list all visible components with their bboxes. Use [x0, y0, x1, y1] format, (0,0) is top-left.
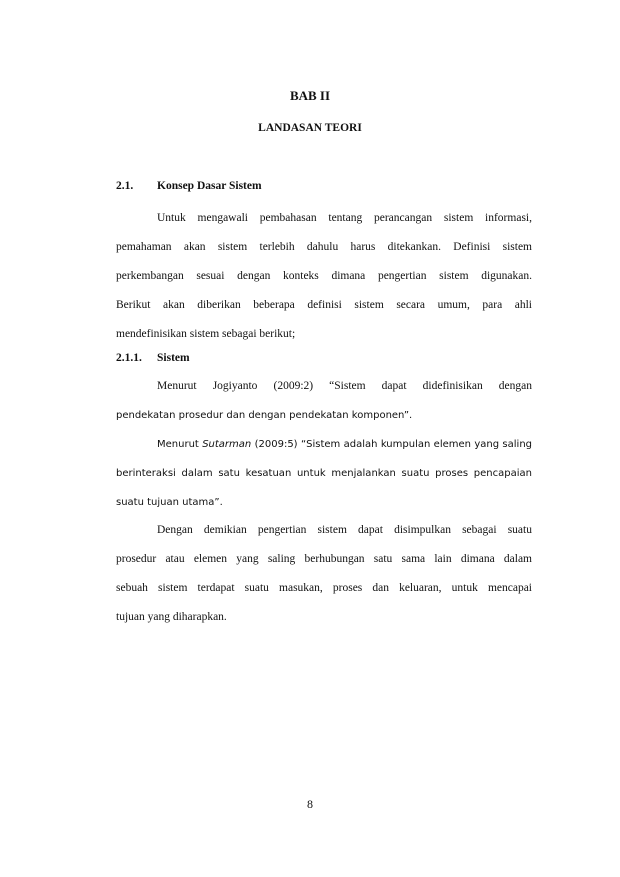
section-title: Konsep Dasar Sistem [157, 180, 262, 192]
paragraph-intro [116, 204, 532, 349]
chapter-subtitle: LANDASAN TEORI [258, 122, 362, 134]
section-heading-2-1 [116, 180, 262, 192]
section-heading-2-1-1 [116, 352, 190, 364]
paragraph-line [116, 430, 532, 459]
paragraph-line: Berikut akan diberikan beberapa definisi sistem secara umum, para ahli [116, 299, 532, 311]
paragraph-line: tujuan yang diharapkan. [116, 611, 227, 623]
paragraph-line: Menurut Jogiyanto (2009:2) “Sistem dapat didefinisikan dengan [157, 380, 532, 392]
section-title: Sistem [157, 352, 190, 364]
paragraph-line: mendefinisikan sistem sebagai berikut; [116, 328, 296, 340]
paragraph-line: Untuk mengawali pembahasan tentang perancangan sistem informasi, [157, 212, 532, 224]
paragraph-line: pendekatan prosedur dan dengan pendekatan komponen”. [116, 410, 413, 421]
paragraph-line: suatu tujuan utama”. [116, 497, 223, 508]
page-number: 8 [307, 797, 313, 811]
citation-author: Sutarman [202, 439, 252, 450]
paragraph-conclusion [116, 516, 532, 632]
chapter-title: BAB II [289, 88, 331, 103]
paragraph-line: prosedur atau elemen yang saling berhubungan satu sama lain dimana dalam [116, 553, 532, 565]
citation-prefix: Menurut [157, 439, 203, 450]
paragraph-jogiyanto [116, 372, 532, 430]
citation-text: (2009:5) “Sistem adalah kumpulan elemen yang saling [251, 439, 532, 450]
paragraph-line: pemahaman akan sistem terlebih dahulu harus ditekankan. Definisi sistem [116, 241, 532, 253]
paragraph-line: berinteraksi dalam satu kesatuan untuk menjalankan suatu proses pencapaian [116, 468, 532, 479]
paragraph-sutarman [116, 430, 532, 517]
paragraph-line: perkembangan sesuai dengan konteks dimana pengertian sistem digunakan. [116, 270, 532, 282]
section-number: 2.1. [116, 180, 134, 192]
paragraph-line: sebuah sistem terdapat suatu masukan, proses dan keluaran, untuk mencapai [116, 582, 532, 594]
section-number: 2.1.1. [116, 352, 142, 364]
paragraph-line: Dengan demikian pengertian sistem dapat disimpulkan sebagai suatu [157, 524, 532, 536]
